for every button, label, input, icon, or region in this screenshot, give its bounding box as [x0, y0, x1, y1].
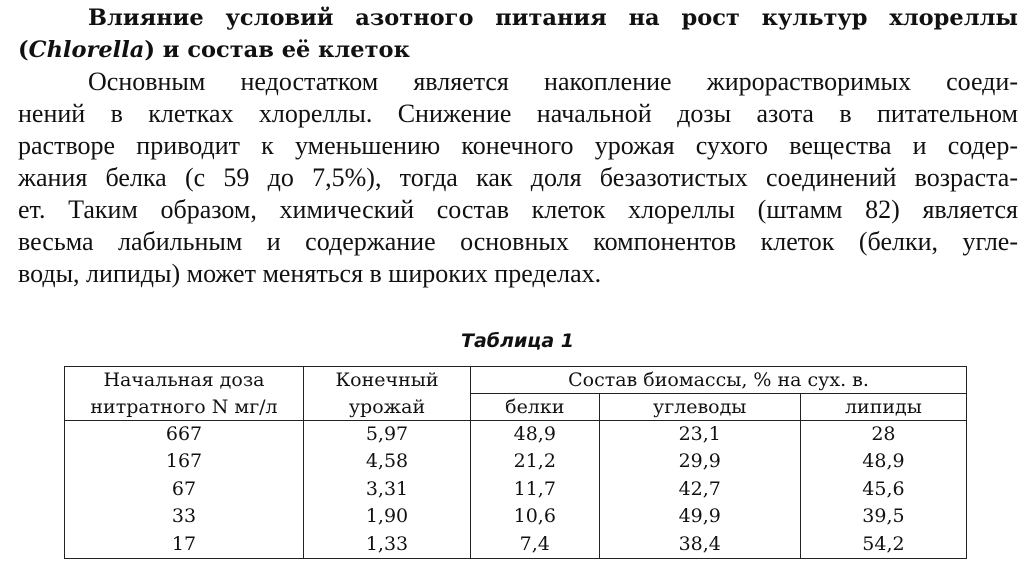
cell-proteins: 48,9	[471, 421, 600, 449]
cell-dose: 17	[65, 531, 304, 559]
header-carbohydrates: углеводы	[599, 394, 800, 421]
cell-carbohydrates: 38,4	[599, 531, 800, 559]
paragraph-line: нений в клетках хлореллы. Снижение начальной дозы азота в питательном	[18, 99, 1018, 128]
cell-carbohydrates: 29,9	[599, 448, 800, 475]
cell-dose: 67	[65, 476, 304, 503]
cell-lipids: 45,6	[800, 476, 966, 503]
header-lipids: липиды	[800, 394, 966, 421]
paragraph-line: жания белка (с 59 до 7,5%), тогда как доля безазотистых соединений возраста-	[18, 163, 1018, 192]
cell-lipids: 28	[800, 421, 966, 449]
cell-yield: 1,33	[304, 531, 471, 559]
cell-carbohydrates: 23,1	[599, 421, 800, 449]
cell-dose: 667	[65, 421, 304, 449]
data-table	[64, 366, 967, 559]
header-yield-line2: урожай	[304, 394, 471, 421]
cell-proteins: 10,6	[471, 503, 600, 530]
cell-carbohydrates: 42,7	[599, 476, 800, 503]
cell-yield: 5,97	[304, 421, 471, 449]
cell-dose: 33	[65, 503, 304, 530]
paragraph-line: растворе приводит к уменьшению конечного урожая сухого вещества и содер-	[18, 131, 1018, 160]
cell-yield: 3,31	[304, 476, 471, 503]
table-row	[65, 448, 967, 475]
cell-yield: 1,90	[304, 503, 471, 530]
cell-lipids: 48,9	[800, 448, 966, 475]
cell-carbohydrates: 49,9	[599, 503, 800, 530]
header-biomass-group: Состав биомассы, % на сух. в.	[471, 367, 967, 394]
cell-dose: 167	[65, 448, 304, 475]
paragraph-line: ет. Таким образом, химический состав клеток хлореллы (штамм 82) является	[18, 195, 1018, 224]
table-row	[65, 531, 967, 559]
cell-proteins: 7,4	[471, 531, 600, 559]
table-row	[65, 421, 967, 449]
header-proteins: белки	[471, 394, 600, 421]
paragraph-line: Основным недостатком является накопление жирорастворимых соеди-	[88, 67, 1018, 96]
table-row	[65, 476, 967, 503]
section-heading	[18, 2, 1018, 66]
cell-lipids: 39,5	[800, 503, 966, 530]
header-dose-line1: Начальная доза	[65, 367, 304, 394]
cell-yield: 4,58	[304, 448, 471, 475]
table-row	[65, 503, 967, 530]
paragraph-line: воды, липиды) может меняться в широких пределах.	[18, 259, 602, 288]
heading-text-part1: Влияние условий азотного питания на рост культур хлореллы (	[18, 5, 1018, 63]
header-dose-line2: нитратного N мг/л	[65, 394, 304, 421]
heading-latin-name: Chlorella	[28, 37, 145, 63]
cell-lipids: 54,2	[800, 531, 966, 559]
heading-text-part2: ) и состав её клеток	[144, 37, 410, 63]
table-caption: Таблица 1	[460, 330, 575, 352]
body-paragraph	[18, 66, 1018, 290]
cell-proteins: 11,7	[471, 476, 600, 503]
paragraph-line: весьма лабильным и содержание основных компонентов клеток (белки, угле-	[18, 227, 1018, 256]
cell-proteins: 21,2	[471, 448, 600, 475]
header-yield-line1: Конечный	[304, 367, 471, 394]
